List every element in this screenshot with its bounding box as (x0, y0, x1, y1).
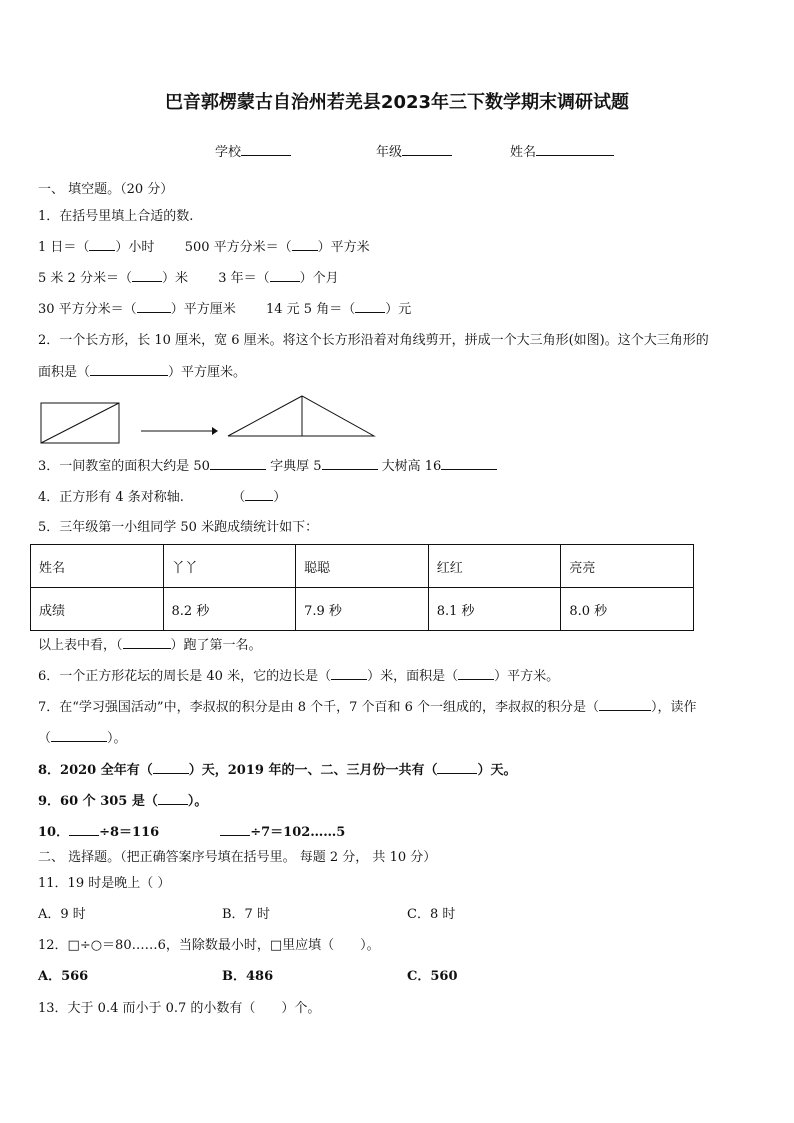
q9-text: 9．60 个 305 是（ (38, 794, 158, 809)
q7-text: （ (38, 731, 52, 746)
option-a[interactable]: A．566 (38, 969, 89, 984)
q1-text: ）小时 (115, 240, 155, 255)
table-cell: 姓名 (31, 545, 164, 588)
name-label: 姓名 (510, 145, 537, 160)
question-11-stem: 11．19 时是晚上（ ） (38, 876, 171, 891)
score-table (30, 544, 694, 631)
q9-text: ）。 (187, 794, 208, 809)
answer-blank[interactable] (210, 457, 266, 470)
q10-text: ÷7＝102……5 (250, 825, 346, 840)
name-field (510, 141, 614, 160)
table-cell: 聪聪 (296, 545, 429, 588)
answer-blank[interactable] (599, 698, 651, 711)
answer-blank[interactable] (90, 363, 168, 376)
diagonal-line (41, 403, 119, 443)
answer-blank[interactable] (132, 269, 162, 282)
table-cell: 红红 (428, 545, 561, 588)
q8-text: ）天。 (477, 763, 517, 778)
answer-blank[interactable] (437, 761, 477, 774)
table-row (31, 545, 694, 588)
table-row (31, 588, 694, 631)
answer-blank[interactable] (458, 667, 494, 680)
question-6 (38, 667, 559, 686)
question-3 (38, 457, 497, 476)
grade-blank[interactable] (402, 143, 452, 156)
q10-text: 10． (38, 825, 70, 840)
answer-blank[interactable] (137, 300, 171, 313)
q7-text: ）。 (107, 731, 127, 746)
question-1-line-1 (38, 238, 370, 257)
question-4 (38, 488, 286, 507)
question-5-stem: 5．三年级第一小组同学 50 米跑成绩统计如下： (38, 520, 319, 535)
option-b[interactable]: B．486 (222, 969, 274, 984)
school-label: 学校 (215, 145, 242, 160)
q1-text: ）平方厘米 (170, 302, 236, 317)
answer-blank[interactable] (331, 667, 367, 680)
question-9 (38, 792, 207, 811)
table-cell: 丫丫 (163, 545, 296, 588)
answer-blank[interactable] (292, 238, 318, 251)
q5-text: ）跑了第一名。 (170, 638, 262, 653)
rectangle-to-triangle-figure (0, 390, 794, 450)
answer-blank[interactable] (89, 238, 115, 251)
q3-text: 3．一间教室的面积大约是 50 (38, 459, 210, 474)
question-1-line-3 (38, 300, 411, 319)
answer-blank[interactable] (51, 729, 107, 742)
q1-text: 3 年＝（ (218, 271, 270, 286)
question-2-line-2 (38, 363, 246, 382)
q1-text: ）元 (385, 302, 412, 317)
question-8 (38, 761, 517, 780)
q7-text: 7．在“学习强国活动”中，李叔叔的积分是由 8 个千，7 个百和 6 个一组成的，李叔叔的积分是（ (38, 700, 600, 715)
q2-text: 面积是（ (38, 365, 91, 380)
page-title: 巴音郭楞蒙古自治州若羌县2023年三下数学期末调研试题 (164, 92, 630, 113)
q1-text: ）平方米 (317, 240, 370, 255)
grade-label: 年级 (376, 145, 403, 160)
answer-blank[interactable] (441, 457, 497, 470)
answer-blank[interactable] (69, 823, 99, 836)
question-10 (38, 823, 345, 842)
q1-text: 500 平方分米＝（ (184, 240, 292, 255)
answer-blank[interactable] (158, 792, 188, 805)
question-1-line-2 (38, 269, 339, 288)
q7-text: ），读作 (651, 700, 697, 715)
q8-text: 8．2020 全年有（ (38, 763, 153, 778)
q1-text: 14 元 5 角＝（ (265, 302, 356, 317)
answer-blank[interactable] (322, 457, 378, 470)
answer-blank[interactable] (245, 488, 273, 501)
section-choice-heading: 二、 选择题。（把正确答案序号填在括号里。 每题 2 分， 共 10 分） (38, 850, 437, 865)
table-cell: 7.9 秒 (296, 588, 429, 631)
q2-text: ）平方厘米。 (168, 365, 247, 380)
q10-text: ÷8＝116 (99, 825, 160, 840)
question-7-line-1 (38, 698, 697, 717)
section-fill-in-heading: 一、 填空题。（20 分） (38, 182, 174, 197)
q5-text: 以上表中看，（ (38, 638, 123, 653)
arrow-head-icon (212, 427, 218, 435)
q1-text: ）米 (161, 271, 188, 286)
triangle-shape (228, 396, 374, 436)
question-12-stem: 12．□÷○＝80……6，当除数最小时，□里应填（ ）。 (38, 938, 380, 953)
name-blank[interactable] (536, 143, 614, 156)
table-cell: 8.2 秒 (163, 588, 296, 631)
q1-text: 1 日＝（ (38, 240, 90, 255)
grade-field (376, 141, 452, 160)
q3-text: 字典厚 5 (270, 459, 322, 474)
q6-text: ）米，面积是（ (367, 669, 459, 684)
question-7-line-2 (38, 729, 127, 748)
q6-text: ）平方米。 (494, 669, 560, 684)
answer-blank[interactable] (153, 761, 189, 774)
answer-blank[interactable] (270, 269, 300, 282)
q6-text: 6．一个正方形花坛的周长是 40 米，它的边长是（ (38, 669, 332, 684)
q4-text: （ (232, 490, 246, 505)
school-blank[interactable] (241, 143, 291, 156)
question-5-followup (38, 636, 262, 655)
q4-text: ） (273, 490, 287, 505)
q1-text: 30 平方分米＝（ (38, 302, 137, 317)
question-2-line-1: 2．一个长方形，长 10 厘米，宽 6 厘米。将这个长方形沿着对角线剪开，拼成一个大三角形(如图)。这个大三角形的 (38, 333, 709, 348)
school-field (215, 141, 291, 160)
answer-blank[interactable] (220, 823, 250, 836)
answer-blank[interactable] (355, 300, 385, 313)
q4-text: 4．正方形有 4 条对称轴. (38, 490, 184, 505)
option-c[interactable]: C．560 (407, 969, 458, 984)
q3-text: 大树高 16 (381, 459, 442, 474)
option-c[interactable]: C．8 时 (407, 907, 456, 922)
table-cell: 亮亮 (561, 545, 694, 588)
question-1-stem: 1．在括号里填上合适的数. (38, 209, 194, 224)
answer-blank[interactable] (123, 636, 171, 649)
q1-text: ）个月 (299, 271, 339, 286)
table-cell: 8.0 秒 (561, 588, 694, 631)
q8-text: ）天，2019 年的一、二、三月份一共有（ (188, 763, 438, 778)
option-a[interactable]: A．9 时 (38, 907, 86, 922)
q1-text: 5 米 2 分米＝（ (38, 271, 132, 286)
table-cell: 成绩 (31, 588, 164, 631)
option-b[interactable]: B．7 时 (222, 907, 270, 922)
table-cell: 8.1 秒 (428, 588, 561, 631)
question-13-stem: 13．大于 0.4 而小于 0.7 的小数有（ ）个。 (38, 1001, 321, 1016)
